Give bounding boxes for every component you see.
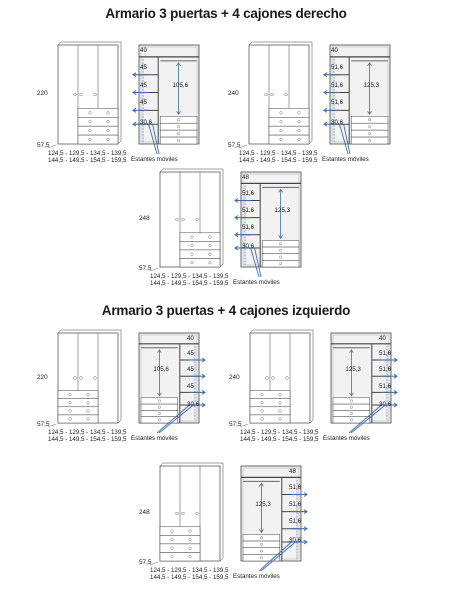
depth-label: 57,5 — [139, 265, 152, 272]
shelf-gap-label: 51,6 — [379, 350, 392, 358]
widths-label: 144,5 - 149,5 - 154,5 - 159,5 — [48, 436, 127, 443]
drawer-front — [78, 135, 118, 144]
height-label: 240 — [228, 89, 239, 97]
front-view — [240, 330, 313, 427]
drawer-front — [160, 527, 200, 536]
drawer-front — [262, 260, 299, 267]
widths-label: 124,5 - 129,5 - 134,5 - 139,5 — [48, 429, 127, 436]
shelves-label: Estantes móviles — [131, 435, 178, 442]
shelf-gap-label: 30,6 — [379, 400, 392, 408]
drawer-front — [333, 398, 370, 404]
drawer-front — [262, 240, 299, 247]
drawer-front — [243, 541, 280, 548]
hanging-height-label: 105,6 — [172, 81, 189, 89]
shelf-gap-label: 51,6 — [289, 518, 302, 526]
drawer-front — [180, 233, 220, 242]
top-gap-label: 48 — [242, 174, 249, 181]
shelves-label: Estantes móviles — [323, 435, 370, 442]
shelf-gap-label: 45 — [187, 350, 194, 358]
top-gap-label: 40 — [187, 335, 194, 342]
widths-label: 144,5 - 149,5 - 154,5 - 159,5 — [150, 280, 229, 287]
shelf-gap-label: 51,6 — [331, 99, 344, 107]
shelf-gap-label: 30,6 — [289, 537, 302, 545]
hanging-height-label: 125,3 — [363, 81, 380, 89]
drawer-front — [141, 410, 178, 416]
drawer-front — [351, 137, 388, 144]
drawer-front — [243, 548, 280, 555]
depth-label: 57,5 — [37, 142, 50, 149]
depth-label: 57,5 — [37, 421, 50, 428]
section-title-right: Armario 3 puertas + 4 cajones derecho — [105, 6, 347, 21]
top-gap-label: 40 — [140, 47, 147, 54]
shelf-gap-label: 30,6 — [242, 243, 255, 251]
front-view — [48, 330, 121, 427]
hanging-height-label: 125,3 — [255, 501, 271, 509]
front-view — [150, 463, 223, 565]
drawer-front — [141, 404, 178, 410]
drawer-front — [269, 126, 309, 135]
height-label: 240 — [229, 373, 240, 381]
widths-label: 124,5 - 129,5 - 134,5 - 139,5 — [48, 150, 127, 157]
drawer-front — [262, 254, 299, 261]
widths-label: 124,5 - 129,5 - 134,5 - 139,5 — [150, 567, 229, 574]
shelf-gap-label: 51,6 — [331, 81, 344, 89]
height-label: 248 — [139, 214, 150, 222]
widths-label: 124,5 - 129,5 - 134,5 - 139,5 — [150, 273, 229, 280]
drawer-front — [333, 410, 370, 416]
interior-view — [139, 333, 205, 433]
wardrobe-drawing — [41, 333, 241, 463]
shelf-gap-label: 51,6 — [242, 224, 255, 232]
shelf-gap-label: 51,6 — [242, 190, 255, 198]
drawer-front — [250, 415, 290, 423]
drawer-front — [58, 415, 98, 423]
top-gap-label: 48 — [289, 468, 296, 475]
drawer-front — [58, 391, 98, 399]
shelf-gap-label: 30,6 — [187, 400, 200, 408]
drawer-front — [333, 404, 370, 410]
shelf-gap-label: 45 — [187, 366, 194, 374]
hanging-height-label: 125,3 — [274, 207, 291, 215]
shelves-label: Estantes móviles — [131, 156, 178, 163]
drawer-front — [160, 137, 197, 144]
drawer-front — [160, 116, 197, 123]
widths-label: 124,5 - 129,5 - 134,5 - 139,5 — [240, 429, 319, 436]
shelf-gap-label: 45 — [140, 99, 147, 107]
top-gap-label: 40 — [331, 47, 338, 54]
front-view — [150, 169, 223, 271]
widths-label: 144,5 - 149,5 - 154,5 - 159,5 — [239, 157, 318, 164]
drawer-front — [180, 258, 220, 267]
height-label: 220 — [37, 89, 48, 97]
depth-label: 57,5 — [139, 559, 152, 566]
shelf-gap-label: 51,6 — [331, 63, 344, 71]
shelf-gap-label: 30,6 — [331, 119, 344, 127]
drawer-front — [160, 544, 200, 553]
shelf-gap-label: 51,6 — [289, 501, 302, 509]
drawer-front — [351, 130, 388, 137]
drawer-front — [269, 135, 309, 144]
drawer-front — [78, 117, 118, 126]
shelf-gap-label: 51,6 — [242, 207, 255, 215]
drawer-front — [262, 247, 299, 254]
widths-label: 144,5 - 149,5 - 154,5 - 159,5 — [240, 436, 319, 443]
drawer-front — [160, 535, 200, 544]
hanging-height-label: 125,3 — [345, 366, 361, 374]
drawer-front — [250, 391, 290, 399]
drawer-front — [180, 241, 220, 250]
drawer-front — [141, 398, 178, 404]
drawer-front — [78, 126, 118, 135]
drawer-front — [351, 123, 388, 130]
shelves-label: Estantes móviles — [233, 279, 280, 286]
drawer-front — [160, 123, 197, 130]
shelf-gap-label: 45 — [187, 382, 194, 390]
drawer-front — [160, 552, 200, 561]
shelf-gap-label: 45 — [140, 81, 147, 89]
section-title-left: Armario 3 puertas + 4 cajones izquierdo — [101, 303, 351, 318]
drawer-front — [269, 108, 309, 117]
shelves-label: Estantes móviles — [233, 573, 280, 580]
hanging-height-label: 105,6 — [153, 366, 169, 374]
drawer-front — [269, 117, 309, 126]
widths-label: 124,5 - 129,5 - 134,5 - 139,5 — [239, 150, 318, 157]
depth-label: 57,5 — [228, 142, 241, 149]
top-gap-label: 40 — [379, 335, 386, 342]
drawer-front — [78, 108, 118, 117]
shelves-label: Estantes móviles — [322, 156, 369, 163]
shelf-gap-label: 51,6 — [379, 382, 392, 390]
drawer-front — [160, 130, 197, 137]
front-view — [48, 42, 121, 148]
widths-label: 144,5 - 149,5 - 154,5 - 159,5 — [150, 574, 229, 581]
drawer-front — [351, 116, 388, 123]
widths-label: 144,5 - 149,5 - 154,5 - 159,5 — [48, 157, 127, 164]
front-view — [239, 42, 312, 148]
height-label: 248 — [139, 508, 150, 516]
shelf-gap-label: 45 — [140, 63, 147, 71]
drawer-front — [180, 250, 220, 259]
depth-label: 57,5 — [229, 421, 242, 428]
wardrobe-drawing — [233, 333, 433, 463]
drawer-front — [250, 399, 290, 407]
height-label: 220 — [37, 373, 48, 381]
shelf-gap-label: 30,6 — [140, 119, 153, 127]
shelf-gap-label: 51,6 — [379, 366, 392, 374]
drawer-front — [58, 399, 98, 407]
drawer-front — [243, 534, 280, 541]
shelf-gap-label: 51,6 — [289, 484, 302, 492]
drawer-front — [58, 407, 98, 415]
drawer-front — [250, 407, 290, 415]
